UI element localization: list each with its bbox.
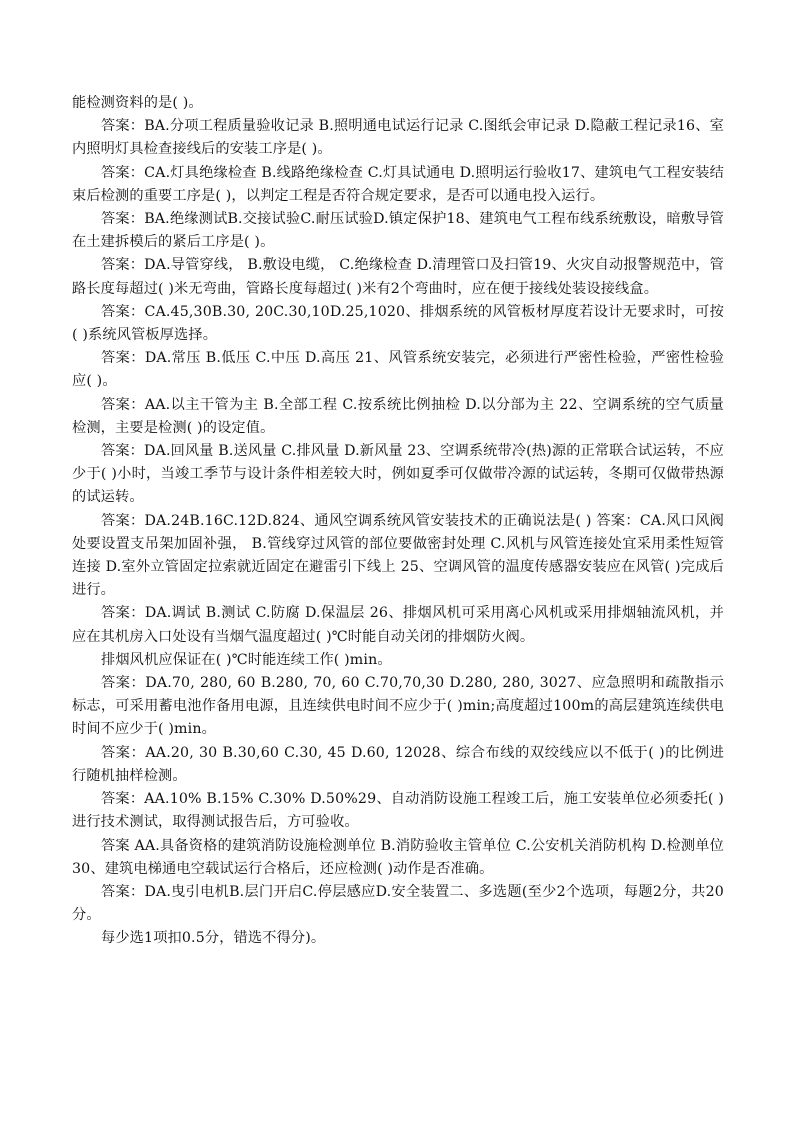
question-paragraph-26-cont: 排烟风机应保证在( )℃时能连续工作( )min。 [101,651,392,668]
answer-paragraph-15: 答案：BA.分项工程质量验收记录 B.照明通电试运行记录 C.图纸会审记录 D.隐蔽工程记录16、室内照明灯具检查接线后的安装工序是( )。 [72,118,724,158]
answer-paragraph-22: 答案：DA.回风量 B.送风量 C.排风量 D.新风量 23、空调系统带冷(热)源的正常联合试运转，不应少于( )小时，当竣工季节与设计条件相差较大时，例如夏季可仅做带冷源的试运转，冬期可仅做带热源的试运转。 [72,443,724,506]
answer-paragraph-20: 答案：DA.常压 B.低压 C.中压 D.高压 21、风管系统安装完，必须进行严密性检验，严密性检验应( )。 [72,350,724,390]
answer-paragraph-17: 答案：BA.绝缘测试B.交接试验C.耐压试验D.镇定保护18、建筑电气工程布线系统敷设，暗敷导管在土建拆模后的紧后工序是( )。 [72,211,724,251]
scoring-rule-paragraph: 每少选1项扣0.5分，错选不得分)。 [101,930,326,947]
document-page [72,92,724,951]
answer-paragraph-21: 答案：AA.以主干管为主 B.全部工程 C.按系统比例抽检 D.以分部为主 22、空调系统的空气质量检测，主要是检测( )的设定值。 [72,396,724,436]
answer-paragraph-25: 答案：DA.调试 B.测试 C.防腐 D.保温层 26、排烟风机可采用离心风机或采用排烟轴流风机，并应在其机房入口处设有当烟气温度超过( )℃时能自动关闭的排烟防火阀。 [72,605,724,645]
answer-paragraph-19: 答案：CA.45,30B.30, 20C.30,10D.25,1020、排烟系统的风管板材厚度若设计无要求时，可按( )系统风管板厚选择。 [72,303,724,344]
answer-paragraph-27: 答案：AA.20, 30 B.30,60 C.30, 45 D.60, 12028、综合布线的双绞线应以不低于( )的比例进行随机抽样检测。 [72,744,724,784]
answer-paragraph-26: 答案：DA.70, 280, 60 B.280, 70, 60 C.70,70,30 D.280, 280, 3027、应急照明和疏散指示标志，可采用蓄电池作备用电源，且连续供电时间不应少于( )min;高度超过100m的高层建筑连续供电时间不应少于( )min。 [72,675,724,738]
paragraph-continuation: 能检测资料的是( )。 [72,95,203,111]
answer-paragraph-18: 答案：DA.导管穿线， B.敷设电缆， C.绝缘检查 D.清理管口及扫管19、火灾自动报警规范中，管路长度每超过( )米无弯曲，管路长度每超过( )米有2个弯曲时，应在便于接线处装设接线盒。 [72,257,724,297]
answer-paragraph-29: 答案 AA.具备资格的建筑消防设施检测单位 B.消防验收主管单位 C.公安机关消防机构 D.检测单位 30、建筑电梯通电空载试运行合格后，还应检测( )动作是否准确。 [72,837,724,877]
answer-paragraph-28: 答案：AA.10% B.15% C.30% D.50%29、自动消防设施工程竣工后，施工安装单位必须委托( )进行技术测试，取得测试报告后，方可验收。 [72,791,724,831]
answer-paragraph-30: 答案：DA.曳引电机B.层门开启C.停层感应D.安全装置二、多选题(至少2个选项，每题2分，共20分。 [72,883,724,924]
answer-paragraph-23: 答案：DA.24B.16C.12D.824、通风空调系统风管安装技术的正确说法是( ) 答案：CA.风口风阀处要设置支吊架加固补强， B.管线穿过风管的部位要做密封处理 C.风机与风管连接处宜采用柔性短管连接 D.室外立管固定拉索就近固定在避雷引下线上 25、空调风管的温度传感器安装应在风管( )完成后进行。 [72,512,724,599]
answer-paragraph-16: 答案：CA.灯具绝缘检查 B.线路绝缘检查 C.灯具试通电 D.照明运行验收17、建筑电气工程安装结束后检测的重要工序是( )，以判定工程是否符合规定要求，是否可以通电投入运行。 [72,164,724,204]
